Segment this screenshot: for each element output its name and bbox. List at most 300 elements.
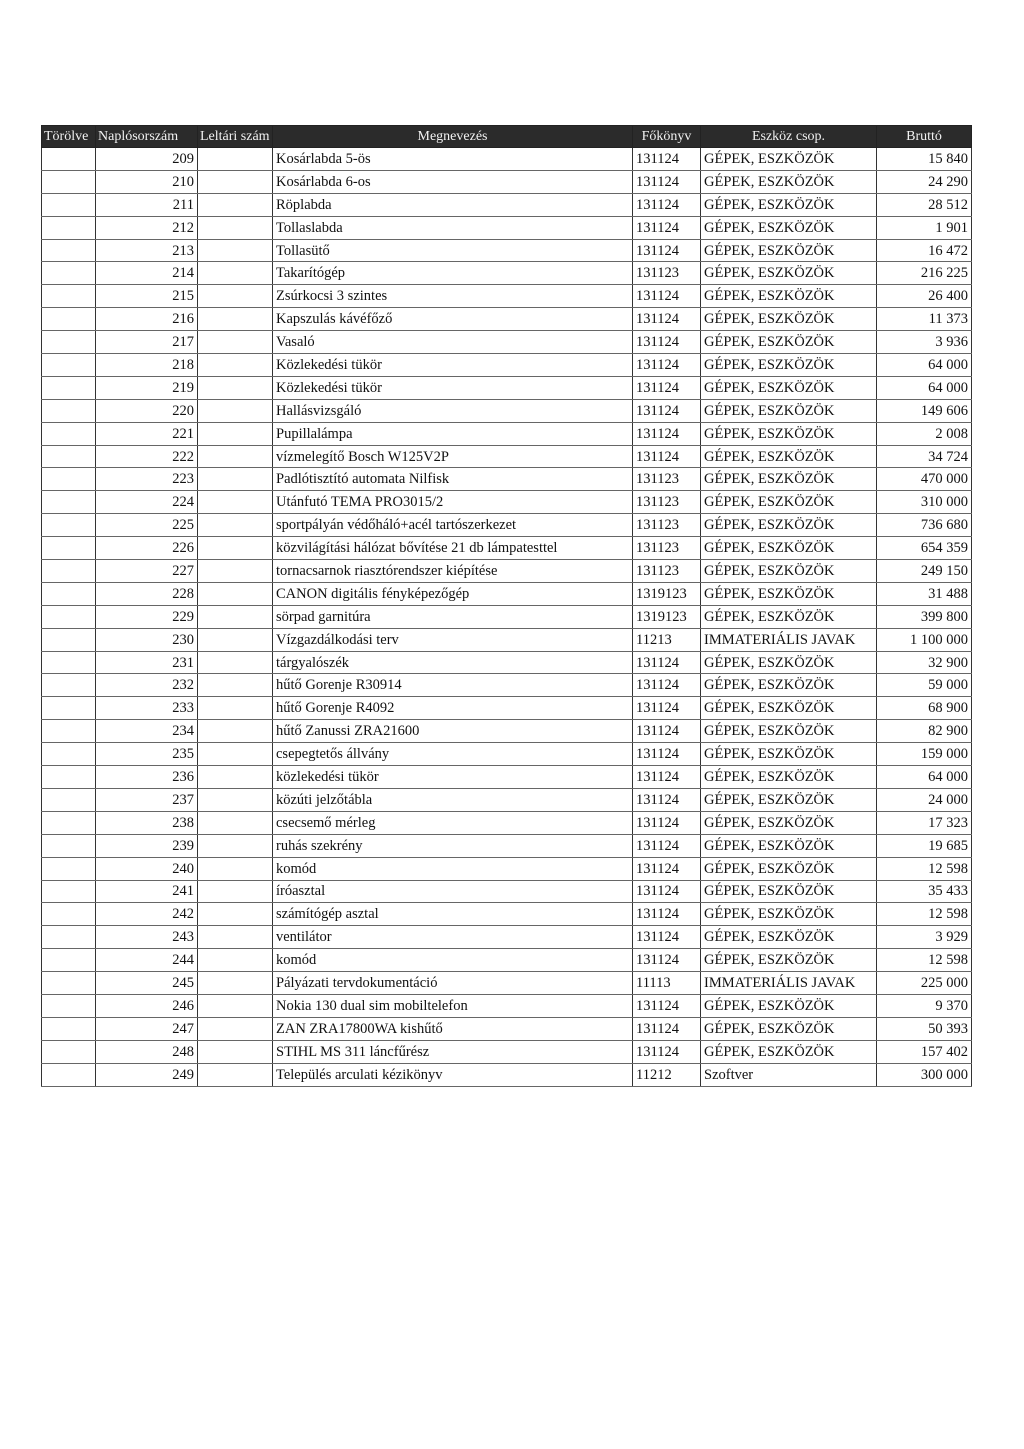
cell-eszkoz-csop: GÉPEK, ESZKÖZÖK: [701, 399, 877, 422]
cell-torolve: [42, 399, 96, 422]
cell-naplosorszam: 218: [96, 354, 198, 377]
cell-brutto: 216 225: [877, 262, 972, 285]
table-row: [42, 972, 972, 995]
cell-naplosorszam: 219: [96, 376, 198, 399]
cell-naplosorszam: 242: [96, 903, 198, 926]
cell-brutto: 399 800: [877, 605, 972, 628]
cell-naplosorszam: 213: [96, 239, 198, 262]
cell-brutto: 24 290: [877, 170, 972, 193]
cell-torolve: [42, 903, 96, 926]
cell-megnevezes: Pupillalámpa: [273, 422, 633, 445]
cell-eszkoz-csop: IMMATERIÁLIS JAVAK: [701, 972, 877, 995]
cell-eszkoz-csop: GÉPEK, ESZKÖZÖK: [701, 697, 877, 720]
cell-torolve: [42, 468, 96, 491]
table-row: [42, 628, 972, 651]
cell-leltari-szam: [198, 216, 273, 239]
cell-naplosorszam: 235: [96, 743, 198, 766]
cell-eszkoz-csop: GÉPEK, ESZKÖZÖK: [701, 354, 877, 377]
cell-megnevezes: Nokia 130 dual sim mobiltelefon: [273, 994, 633, 1017]
cell-fokonyv: 131124: [633, 994, 701, 1017]
cell-leltari-szam: [198, 422, 273, 445]
table-row: [42, 216, 972, 239]
cell-leltari-szam: [198, 170, 273, 193]
table-row: [42, 788, 972, 811]
cell-torolve: [42, 331, 96, 354]
cell-eszkoz-csop: GÉPEK, ESZKÖZÖK: [701, 422, 877, 445]
cell-eszkoz-csop: GÉPEK, ESZKÖZÖK: [701, 880, 877, 903]
cell-brutto: 32 900: [877, 651, 972, 674]
cell-fokonyv: 131124: [633, 834, 701, 857]
table-row: [42, 743, 972, 766]
cell-fokonyv: 131123: [633, 514, 701, 537]
cell-brutto: 157 402: [877, 1040, 972, 1063]
table-row: [42, 193, 972, 216]
cell-torolve: [42, 972, 96, 995]
cell-torolve: [42, 674, 96, 697]
cell-brutto: 310 000: [877, 491, 972, 514]
cell-torolve: [42, 834, 96, 857]
cell-leltari-szam: [198, 766, 273, 789]
cell-eszkoz-csop: GÉPEK, ESZKÖZÖK: [701, 651, 877, 674]
cell-naplosorszam: 223: [96, 468, 198, 491]
cell-naplosorszam: 220: [96, 399, 198, 422]
cell-megnevezes: közúti jelzőtábla: [273, 788, 633, 811]
cell-fokonyv: 131124: [633, 170, 701, 193]
cell-leltari-szam: [198, 926, 273, 949]
cell-brutto: 249 150: [877, 560, 972, 583]
cell-leltari-szam: [198, 582, 273, 605]
table-row: [42, 720, 972, 743]
cell-naplosorszam: 245: [96, 972, 198, 995]
cell-torolve: [42, 560, 96, 583]
cell-brutto: 12 598: [877, 949, 972, 972]
table-row: [42, 651, 972, 674]
cell-fokonyv: 131124: [633, 216, 701, 239]
cell-leltari-szam: [198, 903, 273, 926]
cell-torolve: [42, 216, 96, 239]
table-row: [42, 468, 972, 491]
cell-torolve: [42, 491, 96, 514]
cell-fokonyv: 131124: [633, 743, 701, 766]
cell-eszkoz-csop: GÉPEK, ESZKÖZÖK: [701, 193, 877, 216]
cell-eszkoz-csop: GÉPEK, ESZKÖZÖK: [701, 903, 877, 926]
cell-naplosorszam: 217: [96, 331, 198, 354]
cell-eszkoz-csop: GÉPEK, ESZKÖZÖK: [701, 262, 877, 285]
cell-naplosorszam: 224: [96, 491, 198, 514]
cell-naplosorszam: 236: [96, 766, 198, 789]
table-row: [42, 285, 972, 308]
cell-megnevezes: CANON digitális fényképezőgép: [273, 582, 633, 605]
header-torolve: Törölve: [42, 126, 96, 148]
table-row: [42, 262, 972, 285]
cell-fokonyv: 131124: [633, 720, 701, 743]
cell-leltari-szam: [198, 743, 273, 766]
cell-naplosorszam: 240: [96, 857, 198, 880]
cell-eszkoz-csop: GÉPEK, ESZKÖZÖK: [701, 148, 877, 171]
cell-leltari-szam: [198, 1040, 273, 1063]
cell-fokonyv: 131124: [633, 399, 701, 422]
table-row: [42, 537, 972, 560]
cell-brutto: 2 008: [877, 422, 972, 445]
cell-leltari-szam: [198, 834, 273, 857]
cell-fokonyv: 131124: [633, 1040, 701, 1063]
cell-eszkoz-csop: GÉPEK, ESZKÖZÖK: [701, 285, 877, 308]
cell-megnevezes: Kosárlabda 5-ös: [273, 148, 633, 171]
table-row: [42, 811, 972, 834]
cell-leltari-szam: [198, 857, 273, 880]
cell-leltari-szam: [198, 697, 273, 720]
cell-torolve: [42, 1040, 96, 1063]
cell-eszkoz-csop: GÉPEK, ESZKÖZÖK: [701, 857, 877, 880]
cell-naplosorszam: 222: [96, 445, 198, 468]
cell-naplosorszam: 225: [96, 514, 198, 537]
cell-naplosorszam: 248: [96, 1040, 198, 1063]
cell-torolve: [42, 308, 96, 331]
cell-naplosorszam: 211: [96, 193, 198, 216]
cell-eszkoz-csop: GÉPEK, ESZKÖZÖK: [701, 308, 877, 331]
cell-naplosorszam: 247: [96, 1017, 198, 1040]
cell-naplosorszam: 230: [96, 628, 198, 651]
cell-leltari-szam: [198, 285, 273, 308]
cell-megnevezes: Kapszulás kávéfőző: [273, 308, 633, 331]
cell-megnevezes: Pályázati tervdokumentáció: [273, 972, 633, 995]
cell-megnevezes: tornacsarnok riasztórendszer kiépítése: [273, 560, 633, 583]
cell-torolve: [42, 445, 96, 468]
table-row: [42, 949, 972, 972]
cell-torolve: [42, 880, 96, 903]
cell-eszkoz-csop: GÉPEK, ESZKÖZÖK: [701, 216, 877, 239]
cell-megnevezes: Vízgazdálkodási terv: [273, 628, 633, 651]
cell-eszkoz-csop: GÉPEK, ESZKÖZÖK: [701, 514, 877, 537]
cell-naplosorszam: 233: [96, 697, 198, 720]
cell-naplosorszam: 215: [96, 285, 198, 308]
cell-leltari-szam: [198, 399, 273, 422]
header-megnevezes: Megnevezés: [273, 126, 633, 148]
cell-brutto: 3 929: [877, 926, 972, 949]
cell-megnevezes: Vasaló: [273, 331, 633, 354]
cell-megnevezes: Utánfutó TEMA PRO3015/2: [273, 491, 633, 514]
cell-leltari-szam: [198, 308, 273, 331]
cell-fokonyv: 131124: [633, 148, 701, 171]
cell-brutto: 31 488: [877, 582, 972, 605]
cell-brutto: 159 000: [877, 743, 972, 766]
cell-torolve: [42, 537, 96, 560]
cell-eszkoz-csop: GÉPEK, ESZKÖZÖK: [701, 239, 877, 262]
cell-leltari-szam: [198, 1017, 273, 1040]
cell-leltari-szam: [198, 445, 273, 468]
cell-leltari-szam: [198, 972, 273, 995]
cell-naplosorszam: 214: [96, 262, 198, 285]
cell-torolve: [42, 628, 96, 651]
cell-torolve: [42, 262, 96, 285]
cell-eszkoz-csop: GÉPEK, ESZKÖZÖK: [701, 674, 877, 697]
table-row: [42, 331, 972, 354]
cell-leltari-szam: [198, 514, 273, 537]
inventory-table: [41, 125, 972, 1087]
cell-brutto: 12 598: [877, 903, 972, 926]
table-row: [42, 308, 972, 331]
cell-fokonyv: 131123: [633, 560, 701, 583]
cell-naplosorszam: 221: [96, 422, 198, 445]
cell-megnevezes: közlekedési tükör: [273, 766, 633, 789]
cell-naplosorszam: 216: [96, 308, 198, 331]
cell-leltari-szam: [198, 811, 273, 834]
cell-megnevezes: Település arculati kézikönyv: [273, 1063, 633, 1086]
cell-brutto: 736 680: [877, 514, 972, 537]
cell-brutto: 24 000: [877, 788, 972, 811]
cell-torolve: [42, 926, 96, 949]
cell-fokonyv: 131123: [633, 491, 701, 514]
cell-torolve: [42, 376, 96, 399]
cell-eszkoz-csop: GÉPEK, ESZKÖZÖK: [701, 605, 877, 628]
cell-torolve: [42, 720, 96, 743]
cell-fokonyv: 11213: [633, 628, 701, 651]
cell-eszkoz-csop: GÉPEK, ESZKÖZÖK: [701, 834, 877, 857]
cell-fokonyv: 131124: [633, 445, 701, 468]
cell-fokonyv: 131123: [633, 537, 701, 560]
cell-brutto: 64 000: [877, 766, 972, 789]
table-row: [42, 376, 972, 399]
cell-brutto: 82 900: [877, 720, 972, 743]
table-row: [42, 697, 972, 720]
cell-fokonyv: 131124: [633, 376, 701, 399]
header-fokonyv: Főkönyv: [633, 126, 701, 148]
cell-leltari-szam: [198, 354, 273, 377]
cell-fokonyv: 131124: [633, 285, 701, 308]
cell-torolve: [42, 605, 96, 628]
cell-eszkoz-csop: GÉPEK, ESZKÖZÖK: [701, 537, 877, 560]
cell-fokonyv: 131124: [633, 926, 701, 949]
cell-brutto: 34 724: [877, 445, 972, 468]
cell-fokonyv: 11113: [633, 972, 701, 995]
header-leltari-szam: Leltári szám: [198, 126, 273, 148]
cell-naplosorszam: 228: [96, 582, 198, 605]
table-row: [42, 239, 972, 262]
cell-brutto: 3 936: [877, 331, 972, 354]
cell-torolve: [42, 148, 96, 171]
cell-naplosorszam: 212: [96, 216, 198, 239]
cell-eszkoz-csop: IMMATERIÁLIS JAVAK: [701, 628, 877, 651]
cell-naplosorszam: 226: [96, 537, 198, 560]
cell-megnevezes: ventilátor: [273, 926, 633, 949]
cell-torolve: [42, 422, 96, 445]
cell-brutto: 64 000: [877, 376, 972, 399]
table-row: [42, 514, 972, 537]
cell-fokonyv: 131124: [633, 354, 701, 377]
cell-brutto: 12 598: [877, 857, 972, 880]
cell-fokonyv: 131124: [633, 674, 701, 697]
cell-fokonyv: 131124: [633, 788, 701, 811]
cell-brutto: 11 373: [877, 308, 972, 331]
cell-torolve: [42, 743, 96, 766]
table-row: [42, 560, 972, 583]
cell-torolve: [42, 697, 96, 720]
cell-leltari-szam: [198, 880, 273, 903]
cell-eszkoz-csop: GÉPEK, ESZKÖZÖK: [701, 766, 877, 789]
cell-fokonyv: 131124: [633, 193, 701, 216]
cell-leltari-szam: [198, 193, 273, 216]
cell-torolve: [42, 193, 96, 216]
cell-leltari-szam: [198, 262, 273, 285]
cell-megnevezes: hűtő Gorenje R4092: [273, 697, 633, 720]
header-row: [42, 126, 972, 148]
cell-megnevezes: tárgyalószék: [273, 651, 633, 674]
table-row: [42, 903, 972, 926]
table-row: [42, 399, 972, 422]
cell-brutto: 149 606: [877, 399, 972, 422]
cell-torolve: [42, 766, 96, 789]
table-header: [42, 126, 972, 148]
cell-fokonyv: 131123: [633, 468, 701, 491]
table-row: [42, 674, 972, 697]
table-row: [42, 1017, 972, 1040]
cell-fokonyv: 1319123: [633, 605, 701, 628]
cell-leltari-szam: [198, 560, 273, 583]
cell-naplosorszam: 244: [96, 949, 198, 972]
cell-megnevezes: vízmelegítő Bosch W125V2P: [273, 445, 633, 468]
cell-eszkoz-csop: GÉPEK, ESZKÖZÖK: [701, 468, 877, 491]
cell-torolve: [42, 354, 96, 377]
cell-naplosorszam: 229: [96, 605, 198, 628]
table-row: [42, 1063, 972, 1086]
cell-leltari-szam: [198, 148, 273, 171]
cell-eszkoz-csop: GÉPEK, ESZKÖZÖK: [701, 811, 877, 834]
cell-leltari-szam: [198, 605, 273, 628]
cell-megnevezes: közvilágítási hálózat bővítése 21 db lámpatesttel: [273, 537, 633, 560]
table-row: [42, 605, 972, 628]
cell-megnevezes: Röplabda: [273, 193, 633, 216]
cell-torolve: [42, 1017, 96, 1040]
cell-brutto: 19 685: [877, 834, 972, 857]
cell-fokonyv: 131124: [633, 880, 701, 903]
cell-leltari-szam: [198, 628, 273, 651]
cell-fokonyv: 11212: [633, 1063, 701, 1086]
cell-leltari-szam: [198, 674, 273, 697]
cell-leltari-szam: [198, 491, 273, 514]
table-row: [42, 170, 972, 193]
cell-torolve: [42, 994, 96, 1017]
cell-eszkoz-csop: GÉPEK, ESZKÖZÖK: [701, 788, 877, 811]
cell-megnevezes: íróasztal: [273, 880, 633, 903]
cell-brutto: 470 000: [877, 468, 972, 491]
cell-torolve: [42, 514, 96, 537]
cell-leltari-szam: [198, 239, 273, 262]
cell-brutto: 35 433: [877, 880, 972, 903]
cell-naplosorszam: 210: [96, 170, 198, 193]
cell-eszkoz-csop: GÉPEK, ESZKÖZÖK: [701, 1040, 877, 1063]
table-row: [42, 422, 972, 445]
cell-naplosorszam: 238: [96, 811, 198, 834]
cell-brutto: 225 000: [877, 972, 972, 995]
cell-torolve: [42, 582, 96, 605]
cell-naplosorszam: 232: [96, 674, 198, 697]
cell-fokonyv: 131124: [633, 239, 701, 262]
cell-fokonyv: 131124: [633, 903, 701, 926]
cell-brutto: 9 370: [877, 994, 972, 1017]
cell-eszkoz-csop: GÉPEK, ESZKÖZÖK: [701, 720, 877, 743]
cell-brutto: 16 472: [877, 239, 972, 262]
cell-naplosorszam: 231: [96, 651, 198, 674]
cell-naplosorszam: 234: [96, 720, 198, 743]
cell-megnevezes: számítógép asztal: [273, 903, 633, 926]
table-row: [42, 148, 972, 171]
cell-naplosorszam: 243: [96, 926, 198, 949]
cell-megnevezes: Takarítógép: [273, 262, 633, 285]
cell-megnevezes: ruhás szekrény: [273, 834, 633, 857]
table-row: [42, 857, 972, 880]
cell-naplosorszam: 227: [96, 560, 198, 583]
cell-megnevezes: komód: [273, 949, 633, 972]
cell-megnevezes: hűtő Zanussi ZRA21600: [273, 720, 633, 743]
cell-leltari-szam: [198, 468, 273, 491]
cell-naplosorszam: 209: [96, 148, 198, 171]
cell-megnevezes: ZAN ZRA17800WA kishűtő: [273, 1017, 633, 1040]
cell-megnevezes: STIHL MS 311 láncfűrész: [273, 1040, 633, 1063]
cell-eszkoz-csop: GÉPEK, ESZKÖZÖK: [701, 994, 877, 1017]
cell-megnevezes: csecsemő mérleg: [273, 811, 633, 834]
cell-leltari-szam: [198, 720, 273, 743]
cell-fokonyv: 131124: [633, 857, 701, 880]
cell-fokonyv: 131124: [633, 331, 701, 354]
cell-leltari-szam: [198, 949, 273, 972]
cell-eszkoz-csop: GÉPEK, ESZKÖZÖK: [701, 926, 877, 949]
cell-megnevezes: csepegtetős állvány: [273, 743, 633, 766]
cell-brutto: 68 900: [877, 697, 972, 720]
cell-eszkoz-csop: GÉPEK, ESZKÖZÖK: [701, 331, 877, 354]
cell-fokonyv: 131124: [633, 651, 701, 674]
cell-fokonyv: 131124: [633, 766, 701, 789]
cell-brutto: 26 400: [877, 285, 972, 308]
cell-brutto: 28 512: [877, 193, 972, 216]
cell-megnevezes: sörpad garnitúra: [273, 605, 633, 628]
cell-brutto: 1 901: [877, 216, 972, 239]
cell-fokonyv: 131124: [633, 949, 701, 972]
cell-leltari-szam: [198, 537, 273, 560]
cell-leltari-szam: [198, 994, 273, 1017]
cell-eszkoz-csop: GÉPEK, ESZKÖZÖK: [701, 491, 877, 514]
cell-brutto: 654 359: [877, 537, 972, 560]
cell-leltari-szam: [198, 331, 273, 354]
cell-megnevezes: Tollasütő: [273, 239, 633, 262]
cell-fokonyv: 131124: [633, 697, 701, 720]
cell-eszkoz-csop: GÉPEK, ESZKÖZÖK: [701, 743, 877, 766]
cell-megnevezes: hűtő Gorenje R30914: [273, 674, 633, 697]
cell-torolve: [42, 857, 96, 880]
cell-megnevezes: Tollaslabda: [273, 216, 633, 239]
cell-naplosorszam: 241: [96, 880, 198, 903]
cell-leltari-szam: [198, 376, 273, 399]
table-body: [42, 148, 972, 1087]
inventory-sheet: [41, 125, 971, 1087]
cell-brutto: 15 840: [877, 148, 972, 171]
cell-brutto: 50 393: [877, 1017, 972, 1040]
table-row: [42, 880, 972, 903]
cell-brutto: 64 000: [877, 354, 972, 377]
table-row: [42, 1040, 972, 1063]
cell-torolve: [42, 949, 96, 972]
cell-torolve: [42, 788, 96, 811]
cell-fokonyv: 131124: [633, 308, 701, 331]
cell-eszkoz-csop: GÉPEK, ESZKÖZÖK: [701, 376, 877, 399]
cell-torolve: [42, 170, 96, 193]
cell-torolve: [42, 651, 96, 674]
cell-megnevezes: Zsúrkocsi 3 szintes: [273, 285, 633, 308]
cell-torolve: [42, 239, 96, 262]
header-eszkoz-csop: Eszköz csop.: [701, 126, 877, 148]
table-row: [42, 445, 972, 468]
table-row: [42, 354, 972, 377]
table-row: [42, 766, 972, 789]
